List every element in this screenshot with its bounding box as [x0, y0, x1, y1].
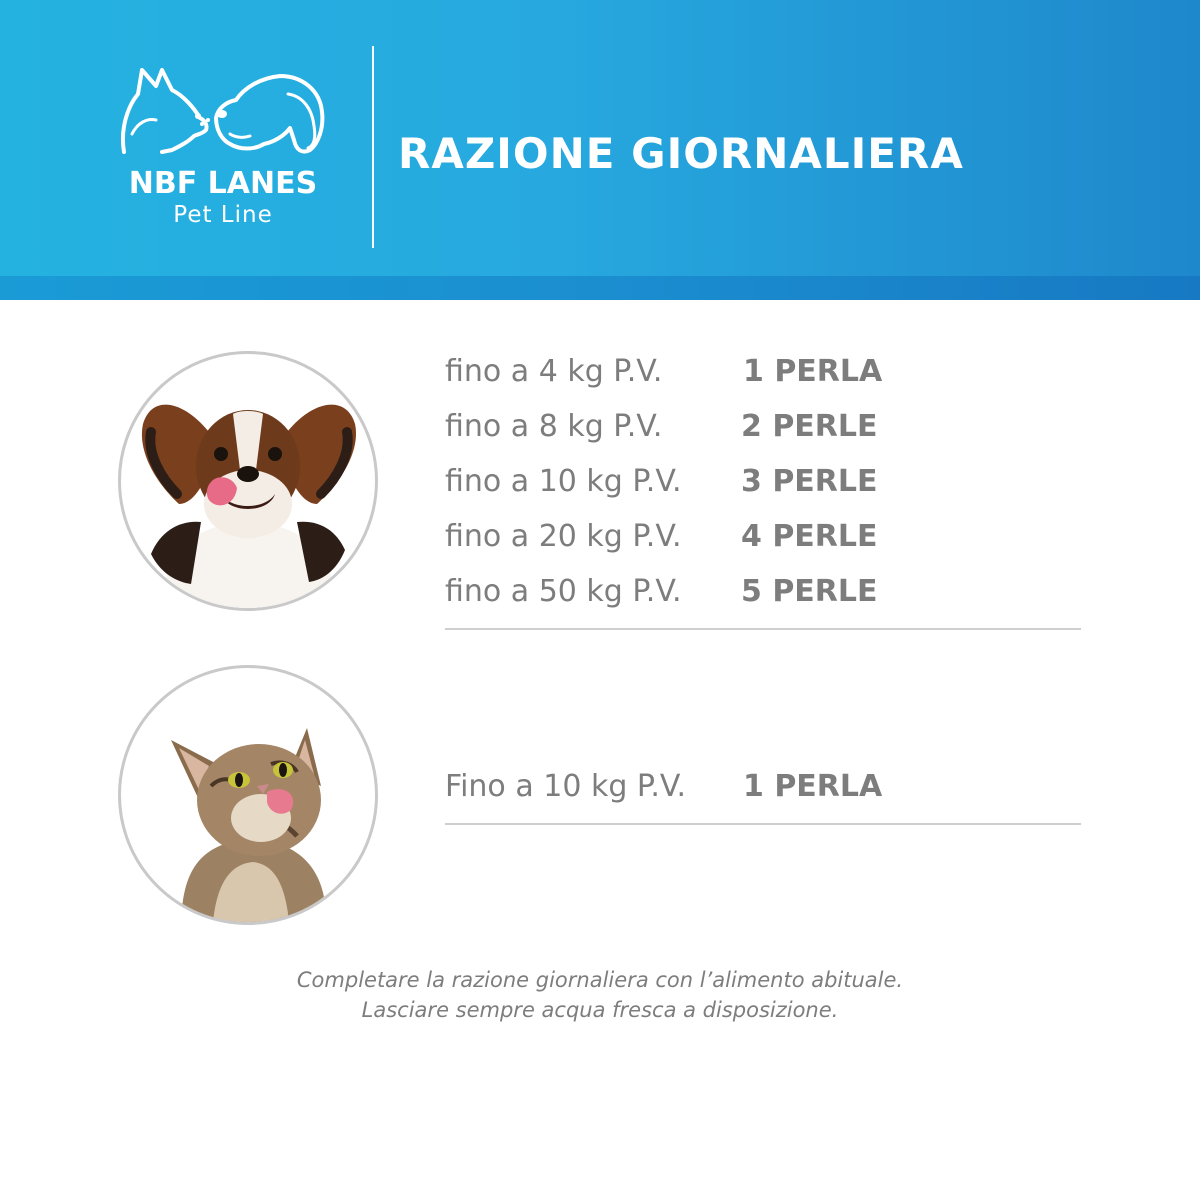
pearls-label: 3 PERLE [741, 464, 878, 499]
dog-dose-row-1 [445, 350, 1085, 394]
note-line-2: Lasciare sempre acqua fresca a disposizione. [361, 998, 839, 1022]
pearls-label: 1 PERLA [743, 769, 883, 804]
dog-dose-row-3 [445, 460, 1085, 504]
weight-label: fino a 10 kg P.V. [445, 464, 682, 499]
cat-photo [121, 668, 375, 922]
dog-section-divider [445, 628, 1081, 630]
weight-label: fino a 50 kg P.V. [445, 574, 682, 609]
weight-label: fino a 8 kg P.V. [445, 409, 663, 444]
dog-dose-row-4 [445, 515, 1085, 559]
header-banner [0, 0, 1200, 300]
weight-label: Fino a 10 kg P.V. [445, 769, 687, 804]
dog-photo [121, 354, 375, 608]
dog-dose-row-2 [445, 405, 1085, 449]
pearls-label: 5 PERLE [741, 574, 878, 609]
pearls-label: 1 PERLA [743, 354, 883, 389]
note-line-1: Completare la razione giornaliera con l’alimento abituale. [296, 968, 904, 992]
dog-photo-circle [118, 351, 378, 611]
cat-dog-logo-icon [118, 64, 330, 160]
page-title: RAZIONE GIORNALIERA [398, 129, 964, 178]
cat-photo-circle [118, 665, 378, 925]
brand-name: NBF LANES [128, 166, 318, 201]
pearls-label: 2 PERLE [741, 409, 878, 444]
brand-subtitle: Pet Line [173, 202, 273, 228]
cat-dose-row-1 [445, 765, 1085, 809]
dog-dose-row-5 [445, 570, 1085, 614]
weight-label: fino a 4 kg P.V. [445, 354, 663, 389]
header-divider [372, 46, 374, 248]
header-bottom-strip [0, 276, 1200, 300]
weight-label: fino a 20 kg P.V. [445, 519, 682, 554]
pearls-label: 4 PERLE [741, 519, 878, 554]
cat-section-divider [445, 823, 1081, 825]
